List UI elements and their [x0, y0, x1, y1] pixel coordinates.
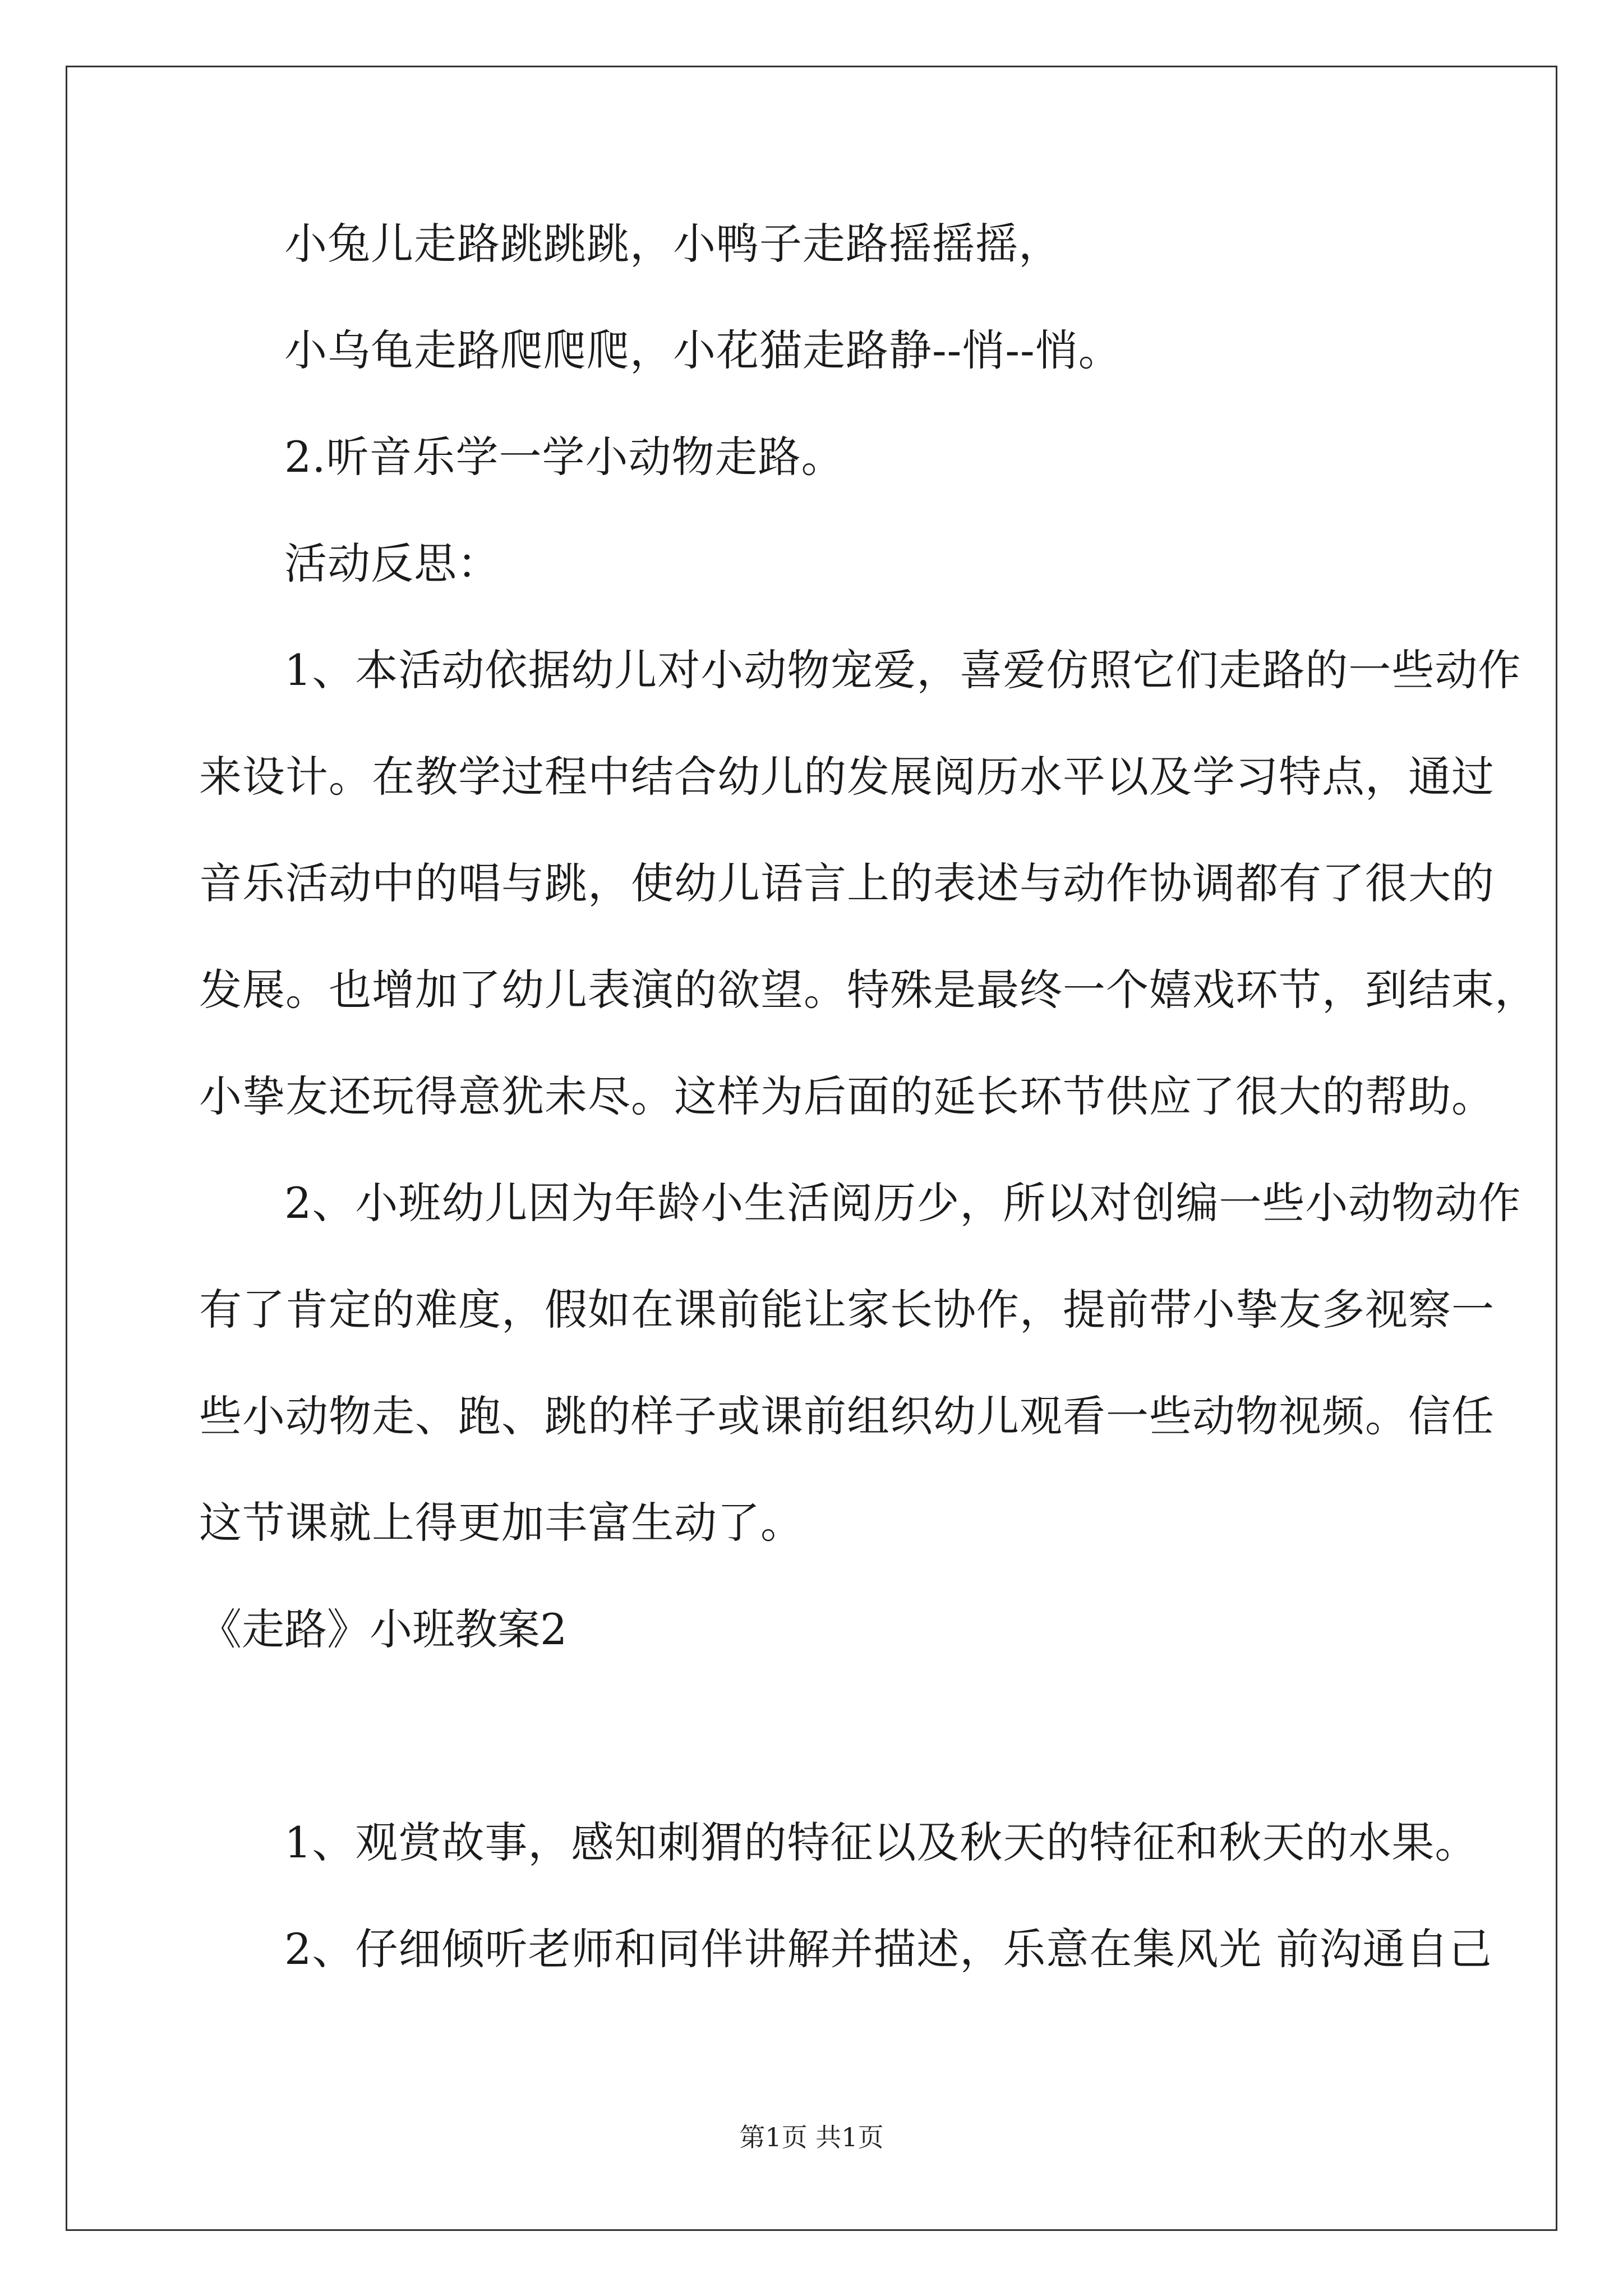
reflection-paragraph-2: [199, 1150, 1521, 1576]
document-body: [199, 191, 1538, 2003]
page-footer: 第1页 共1页: [739, 2122, 884, 2152]
text-line: 发展。也增加了幼儿表演的欲望。特殊是最终一个嬉戏环节，到结束，: [199, 965, 1538, 1015]
list-item: 1、观赏故事，感知刺猬的特征以及秋天的特征和秋天的水果。: [284, 1818, 1478, 1867]
reflection-paragraph-1: [199, 617, 1538, 1150]
text-line: 1、本活动依据幼儿对小动物宠爱，喜爱仿照它们走路的一些动作: [284, 645, 1521, 695]
text-line: 小兔儿走路跳跳跳，小鸭子走路摇摇摇，: [284, 219, 1062, 269]
text-line: 2、小班幼儿因为年龄小生活阅历少，所以对创编一些小动物动作: [284, 1178, 1521, 1228]
text-line: 小挚友还玩得意犹未尽。这样为后面的延长环节供应了很大的帮助。: [199, 1071, 1495, 1121]
text-line: 有了肯定的难度，假如在课前能让家长协作，提前带小挚友多视察一: [199, 1285, 1495, 1335]
text-line: 些小动物走、跑、跳的样子或课前组织幼儿观看一些动物视频。信任: [199, 1391, 1495, 1441]
spacer: [199, 1683, 1433, 1789]
text-line: 音乐活动中的唱与跳，使幼儿语言上的表述与动作协调都有了很大的: [199, 858, 1495, 908]
text-line: 小乌龟走路爬爬爬，小花猫走路静--悄--悄。: [284, 325, 1122, 375]
text-line: 2.听音乐学一学小动物走路。: [284, 432, 845, 482]
text-line: 这节课就上得更加丰富生动了。: [199, 1498, 804, 1548]
list-item: 2、仔细倾听老师和同伴讲解并描述，乐意在集风光 前沟通自己: [284, 1924, 1492, 1974]
text-line: 来设计。在教学过程中结合幼儿的发展阅历水平以及学习特点，通过: [199, 752, 1495, 802]
heading-reflection: 活动反思：: [284, 539, 500, 588]
goals-list: [199, 1789, 1492, 2003]
section-title: 《走路》小班教案2: [199, 1604, 568, 1654]
